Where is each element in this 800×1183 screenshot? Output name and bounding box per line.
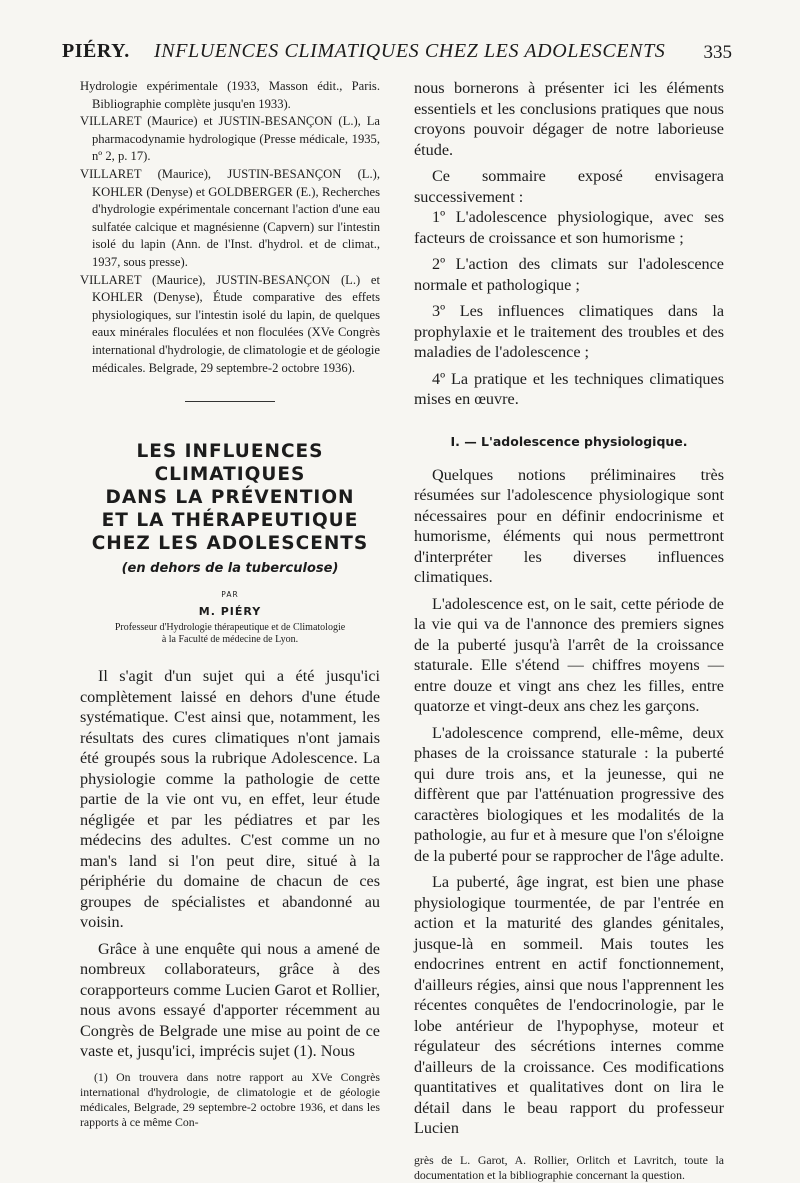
affiliation-line: Professeur d'Hydrologie thérapeutique et de Climatologie xyxy=(114,622,346,634)
summary-list xyxy=(414,207,724,410)
article-title-line: ET LA THÉRAPEUTIQUE xyxy=(101,510,359,532)
footnote-continuation xyxy=(414,1153,724,1183)
summary-list-item: 1º L'adolescence physiologique, avec ses facteurs de croissance et son humorisme ; xyxy=(414,208,724,247)
section-divider xyxy=(185,401,275,402)
running-head-author: PIÉRY. xyxy=(62,40,130,62)
summary-list-item: 3º Les influences climatiques dans la prophylaxie et le traitement des troubles et des maladies de l'adolescence ; xyxy=(414,302,724,361)
author-affiliation xyxy=(80,622,380,646)
article-title-line: CLIMATIQUES xyxy=(154,464,306,486)
running-head xyxy=(62,40,738,72)
left-body-text xyxy=(80,666,380,1062)
byline-par: PAR xyxy=(221,590,239,600)
body-paragraph: Il s'agit d'un sujet qui a été jusqu'ici complètement laissé en dehors d'une étude systématique. C'est ainsi que, notamment, les résultats des cures climatiques n'ont jamais été groupés sous la rubrique Adolescence. La physiologie comme la pathologie de cette partie de la vie ont vu, en effet, leur étude négligée et par les pédiatres et par les médecins des adultes. C'est comme un no man's land si l'on peut dire, situé à la périphérie du domaine de chacun de ces groupes de spécialistes et abandonné au voisin. xyxy=(80,667,380,932)
affiliation-line: à la Faculté de médecine de Lyon. xyxy=(161,634,299,646)
body-paragraph: Quelques notions préliminaires très résumées sur l'adolescence physiologique sont nécessaires pour en définir endocrinisme et humorisme, éléments qui nous permettront d'interpréter les diverses influences climatiques. xyxy=(414,465,724,586)
article-title-line: DANS LA PRÉVENTION xyxy=(105,487,355,509)
body-paragraph: L'adolescence comprend, elle-même, deux phases de la croissance staturale : la puberté qui dure trois ans, et la jeunesse, qui ne diffèrent que par l'atténuation progressive des caractères biologiques et les modalités de la pathologie, au fur et à mesure que l'on s'éloigne de la puberté pour se rapprocher de l'âge adulte. xyxy=(414,723,724,865)
article-title-line: CHEZ LES ADOLESCENTS xyxy=(91,533,369,555)
article-author: M. PIÉRY xyxy=(198,605,262,619)
left-column xyxy=(80,78,380,1130)
section-heading: I. — L'adolescence physiologique. xyxy=(450,433,688,449)
right-intro-text xyxy=(414,78,724,207)
reference-item: VILLARET (Maurice), JUSTIN-BESANÇON (L.) et KOHLER (Denyse), Étude comparative des effets physiologiques, sur l'intestin isolé du lapin, de quelques eaux minérales floculées et non floculées (XVe Congrès international d'hydrologie, de climatologie et de géologie médicales. Belgrade, 29 septembre-2 octobre 1936). xyxy=(80,272,380,375)
body-paragraph: L'adolescence est, on le sait, cette période de la vie qui va de l'annonce des premiers signes de la puberté jusqu'à l'arrêt de la croissance staturale. Elle s'étend — chiffres moyens — entre douze et vingt ans chez les filles, entre quatorze et vingt-deux ans chez les garçons. xyxy=(414,594,724,715)
footnote-text: (1) On trouvera dans notre rapport au XVe Congrès international d'hydrologie, de climatologie et de géologie médicales, Belgrade, 29 septembre-2 octobre 1936, et dans les rapports à ce même Con- xyxy=(80,1069,380,1129)
reference-list xyxy=(80,78,380,377)
article-title-line: LES INFLUENCES xyxy=(136,441,324,463)
right-column xyxy=(414,78,724,1183)
article-subtitle: (en dehors de la tuberculose) xyxy=(121,561,339,577)
body-paragraph: nous bornerons à présenter ici les éléments essentiels et les conclusions pratiques que nous croyons pouvoir dégager de notre laborieuse étude. xyxy=(414,79,724,159)
page-number: 335 xyxy=(703,42,732,63)
running-head-title: INFLUENCES CLIMATIQUES CHEZ LES ADOLESCENTS xyxy=(154,40,666,62)
reference-item: Hydrologie expérimentale (1933, Masson édit., Paris. Bibliographie complète jusqu'en 1933). xyxy=(80,79,380,111)
body-paragraph: Ce sommaire exposé envisagera successivement : xyxy=(414,167,724,206)
body-paragraph: Grâce à une enquête qui nous a amené de nombreux collaborateurs, grâce à des corapporteurs comme Lucien Garot et Rollier, nous avons essayé d'apporter récemment au Congrès de Belgrade une mise au point de ce vaste et, jusqu'ici, imprécis sujet (1). Nous xyxy=(80,939,380,1061)
summary-list-item: 4º La pratique et les techniques climatiques mises en œuvre. xyxy=(414,369,724,408)
footnote-text: grès de L. Garot, A. Rollier, Orlitch et Lavritch, toute la documentation et la bibliographie concernant la question. xyxy=(414,1152,724,1182)
right-body-text xyxy=(414,465,724,1139)
summary-list-item: 2º L'action des climats sur l'adolescence normale et pathologique ; xyxy=(414,255,724,294)
article-title xyxy=(72,440,388,555)
body-paragraph: La puberté, âge ingrat, est bien une phase physiologique tourmentée, de par l'entrée en action et la maturité des glandes génitales, jusque-là en sommeil. Mais toutes les endocrines entrent en actif fonctionnement, d'ailleurs régies, ainsi que nous l'apprennent les récentes conquêtes de l'endocrinologie, par le lobe antérieur de l'hypophyse, moteur et régulateur des sécrétions internes comme d'ailleurs de la croissance. Ces modifications quantitatives et qualitatives dont on lira le détail dans le beau rapport du professeur Lucien xyxy=(414,873,724,1137)
reference-item: VILLARET (Maurice), JUSTIN-BESANÇON (L.), KOHLER (Denyse) et GOLDBERGER (E.), Recherches d'hydrologie expérimentale concernant l'action d'une eau sulfatée calcique et magnésienne (Capvern) sur l'intestin isolé du lapin (Ann. de l'Inst. d'hydrol. et de climat., 1937, sous presse). xyxy=(80,166,380,269)
reference-item: VILLARET (Maurice) et JUSTIN-BESANÇON (L.), La pharmacodynamie hydrologique (Presse médicale, 1935, nº 2, p. 17). xyxy=(80,114,380,164)
footnote xyxy=(80,1070,380,1130)
